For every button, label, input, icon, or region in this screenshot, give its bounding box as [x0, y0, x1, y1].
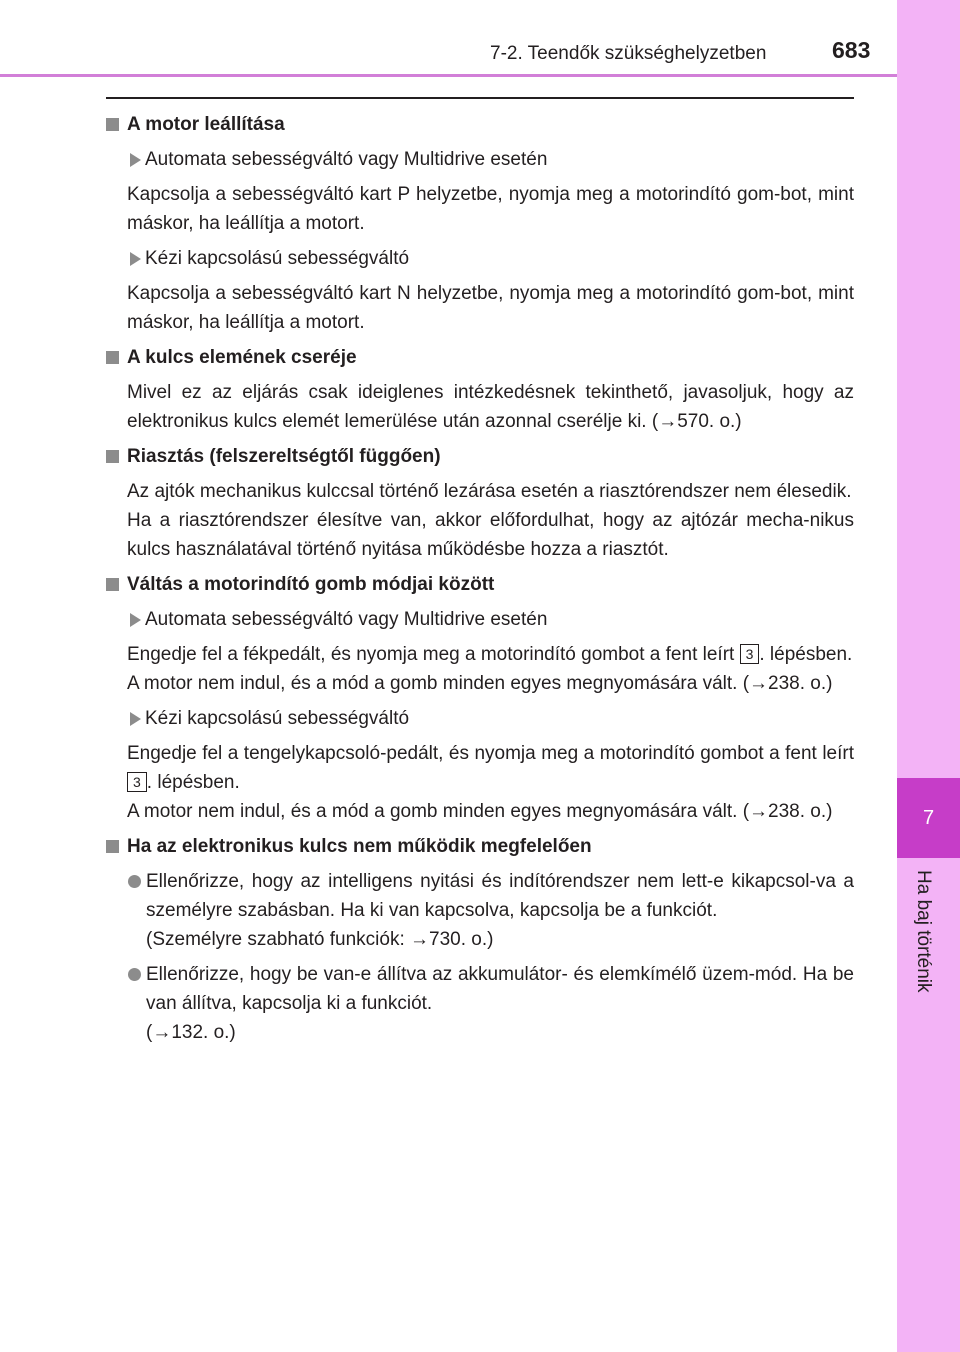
- square-bullet-icon: [106, 351, 119, 364]
- subheading: Kézi kapcsolású sebességváltó: [106, 704, 854, 733]
- page-number: 683: [832, 37, 871, 63]
- square-bullet-icon: [106, 118, 119, 131]
- subheading: Kézi kapcsolású sebességváltó: [106, 244, 854, 273]
- chapter-title: Ha baj történik: [913, 870, 934, 993]
- square-bullet-icon: [106, 578, 119, 591]
- section-heading: Váltás a motorindító gomb módjai között: [106, 570, 854, 599]
- step-reference-box: 3: [127, 772, 147, 792]
- section-title: 7-2. Teendők szükséghelyzetben: [490, 43, 767, 64]
- paragraph: Ha a riasztórendszer élesítve van, akkor előfordulhat, hogy az ajtózár mecha-nikus kulcs használatával történő nyitása működésbe hozza a riasztót.: [127, 510, 854, 560]
- triangle-arrow-icon: [130, 613, 141, 627]
- triangle-arrow-icon: [130, 153, 141, 167]
- top-rule: [106, 97, 854, 99]
- paragraph: Kapcsolja a sebességváltó kart N helyzetbe, nyomja meg a motorindító gom-bot, mint máskor, ha leállítja a motort.: [127, 283, 854, 333]
- step-reference-box: 3: [740, 644, 760, 664]
- chapter-number: 7: [897, 778, 960, 858]
- chapter-sidebar: [897, 0, 960, 1352]
- paragraph: Engedje fel a tengelykapcsoló-pedált, és nyomja meg a motorindító gombot a fent leírt 3 . lépésben.: [127, 743, 854, 793]
- header-divider: [0, 74, 897, 77]
- paragraph: Mivel ez az eljárás csak ideiglenes intézkedésnek tekinthető, javasoljuk, hogy az elektronikus kulcs elemét lemerülése után azonnal cserélje ki. (→570. o.): [127, 382, 854, 432]
- section-heading: A kulcs elemének cseréje: [106, 343, 854, 372]
- section-heading: Ha az elektronikus kulcs nem működik megfelelően: [106, 832, 854, 861]
- triangle-arrow-icon: [130, 252, 141, 266]
- subheading: Automata sebességváltó vagy Multidrive esetén: [106, 605, 854, 634]
- page-content: [106, 110, 854, 1053]
- section-heading: A motor leállítása: [106, 110, 854, 139]
- paragraph: Engedje fel a fékpedált, és nyomja meg a motorindító gombot a fent leírt 3 . lépésben.: [127, 644, 853, 665]
- paragraph: Az ajtók mechanikus kulccsal történő lezárása esetén a riasztórendszer nem élesedik.: [127, 481, 852, 502]
- list-item: Ellenőrizze, hogy az intelligens nyitási és indítórendszer nem lett-e kikapcsol-va a személyre szabásban. Ha ki van kapcsolva, kapcsolja be a funkciót. (Személyre szabható funkciók: →730. o.): [106, 867, 854, 954]
- paragraph: A motor nem indul, és a mód a gomb minden egyes megnyomására vált. (→238. o.): [127, 801, 833, 822]
- circle-bullet-icon: [128, 968, 141, 981]
- triangle-arrow-icon: [130, 712, 141, 726]
- circle-bullet-icon: [128, 875, 141, 888]
- paragraph: Kapcsolja a sebességváltó kart P helyzetbe, nyomja meg a motorindító gom-bot, mint máskor, ha leállítja a motort.: [127, 184, 854, 234]
- square-bullet-icon: [106, 840, 119, 853]
- paragraph: A motor nem indul, és a mód a gomb minden egyes megnyomására vált. (→238. o.): [127, 673, 833, 694]
- square-bullet-icon: [106, 450, 119, 463]
- subheading: Automata sebességváltó vagy Multidrive esetén: [106, 145, 854, 174]
- list-item: Ellenőrizze, hogy be van-e állítva az akkumulátor- és elemkímélő üzem-mód. Ha be van állítva, kapcsolja ki a funkciót. (→132. o.): [106, 960, 854, 1047]
- section-heading: Riasztás (felszereltségtől függően): [106, 442, 854, 471]
